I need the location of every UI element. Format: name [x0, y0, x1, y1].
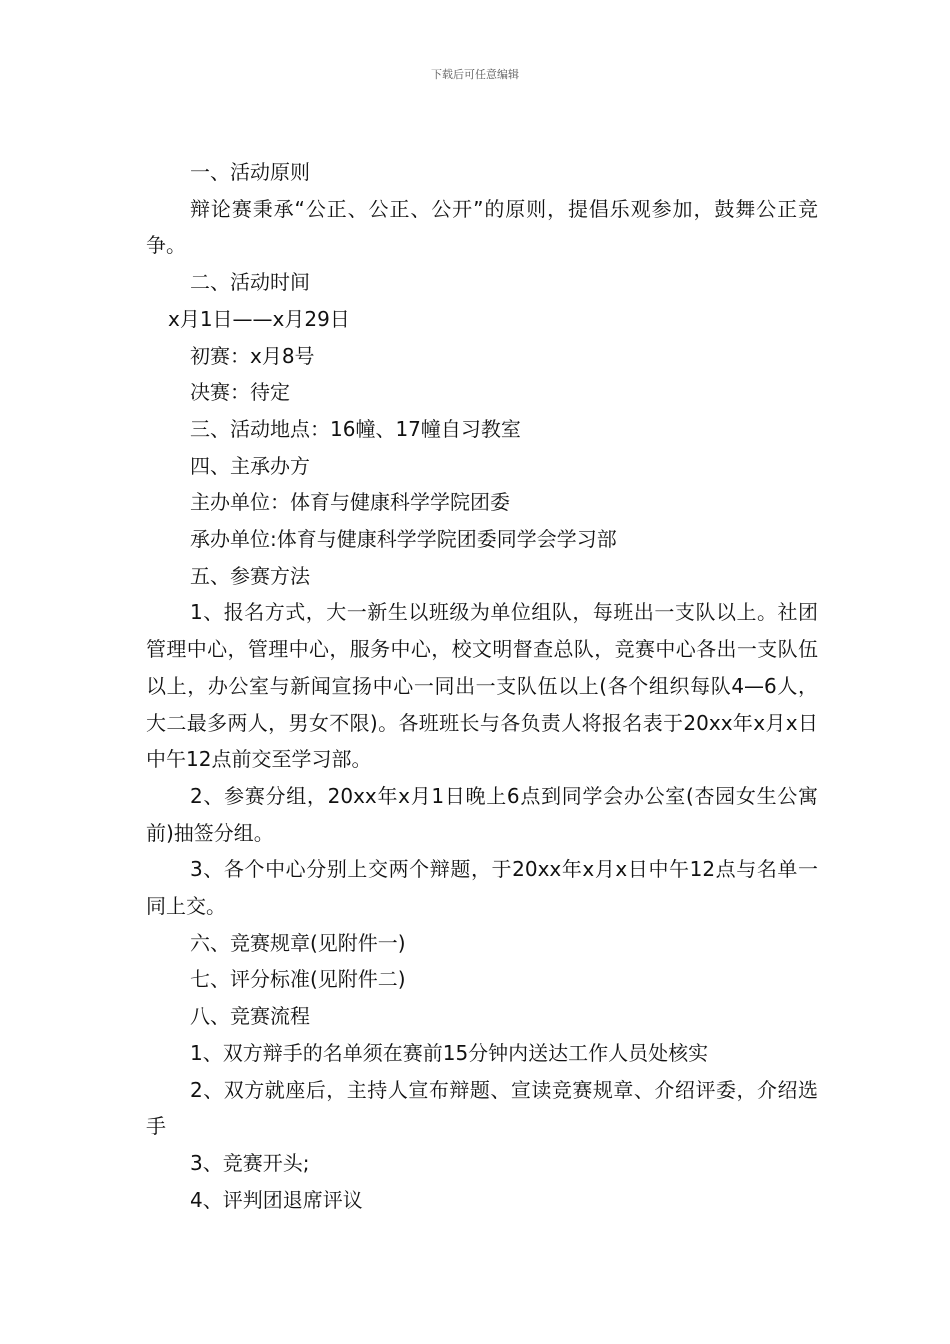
- paragraph: 决赛：待定: [190, 380, 290, 405]
- paragraph: 1、双方辩手的名单须在赛前15分钟内送达工作人员处核实: [190, 1040, 709, 1065]
- paragraph: 主办单位：体育与健康科学学院团委: [190, 490, 510, 515]
- paragraph: x月1日——x月29日: [168, 306, 350, 331]
- paragraph: 初赛：x月8号: [190, 343, 315, 368]
- section-heading: 七、评分标准(见附件二): [190, 967, 406, 992]
- section-heading: 六、竞赛规章(见附件一): [190, 930, 406, 955]
- paragraph: 辩论赛秉承“公正、公正、公开”的原则，提倡乐观参加，鼓舞公正竞争。: [146, 196, 818, 258]
- section-heading: 四、主承办方: [190, 453, 310, 478]
- section-heading: 八、竞赛流程: [190, 1004, 310, 1029]
- paragraph: 2、双方就座后，主持人宣布辩题、宣读竞赛规章、介绍评委，介绍选手: [146, 1077, 818, 1139]
- section-heading: 五、参赛方法: [190, 563, 310, 588]
- section-heading: 三、活动地点：16幢、17幢自习教室: [190, 416, 521, 441]
- paragraph: 1、报名方式，大一新生以班级为单位组队，每班出一支队以上。社团管理中心，管理中心，服务中心，校文明督查总队，竞赛中心各出一支队伍以上，办公室与新闻宣扬中心一同出一支队伍以上(各个组织每队4—6人，大二最多两人，男女不限)。各班班长与各负责人将报名表于20xx年x月x日中午12点前交至学习部。: [146, 600, 818, 772]
- paragraph: 3、竞赛开头;: [190, 1150, 310, 1175]
- paragraph: 承办单位:体育与健康科学学院团委同学会学习部: [190, 527, 617, 552]
- section-heading: 二、活动时间: [190, 270, 310, 295]
- paragraph: 3、各个中心分别上交两个辩题，于20xx年x月x日中午12点与名单一同上交。: [146, 857, 818, 919]
- paragraph: 2、参赛分组，20xx年x月1日晚上6点到同学会办公室(杏园女生公寓前)抽签分组。: [146, 783, 818, 845]
- section-heading: 一、活动原则: [190, 160, 310, 184]
- document-body: [146, 154, 818, 1218]
- page-header: 下载后可任意编辑: [431, 68, 519, 81]
- paragraph: 4、评判团退席评议: [190, 1187, 363, 1212]
